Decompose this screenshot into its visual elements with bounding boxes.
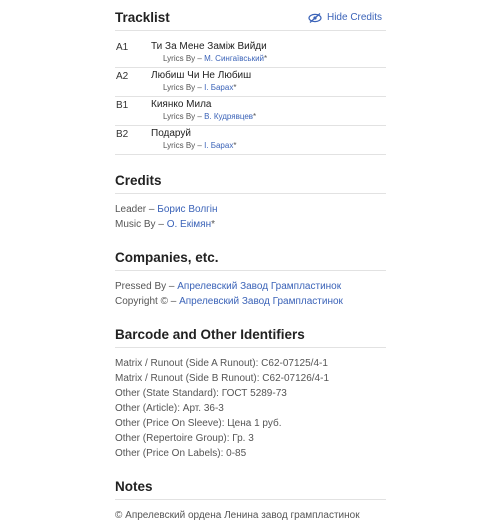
credit-artist-link[interactable]: В. Кудрявцев [204, 112, 254, 121]
identifier-line: Other (Price On Sleeve): Цена 1 руб. [115, 418, 282, 429]
credit-line [115, 202, 386, 217]
credit-artist-link[interactable]: Борис Волгін [157, 204, 218, 215]
identifier-line: Other (Article): Арт. 36-3 [115, 403, 224, 414]
credit-suffix: * [233, 83, 237, 92]
track-position: B1 [116, 100, 129, 111]
track-title: Подаруй [151, 128, 191, 139]
credit-suffix: * [233, 141, 237, 150]
tracklist-header [115, 6, 386, 31]
track-row [115, 126, 386, 155]
credit-artist-link[interactable]: І. Барах [204, 83, 234, 92]
company-role: Pressed By [115, 281, 167, 292]
credit-artist-link[interactable]: О. Екімян [166, 219, 212, 230]
notes-header [115, 475, 386, 500]
hide-credits-label: Hide Credits [326, 12, 382, 23]
track-position: A2 [116, 71, 129, 82]
track-list [115, 39, 386, 155]
credit-role: Leader [115, 204, 147, 215]
company-line [115, 279, 386, 294]
content-column [115, 0, 386, 523]
identifiers-heading: Barcode and Other Identifiers [115, 327, 305, 342]
credit-role: Lyrics By [163, 83, 196, 92]
credit-separator: – [146, 204, 158, 215]
credits-heading: Credits [115, 173, 162, 188]
company-line [115, 294, 386, 309]
company-link[interactable]: Апрелевский Завод Грампластинок [177, 281, 342, 292]
credit-separator: – [155, 219, 167, 230]
credit-suffix: * [264, 54, 268, 63]
credit-role: Lyrics By [163, 54, 196, 63]
tracklist-heading: Tracklist [115, 10, 170, 25]
track-row [115, 68, 386, 97]
notes-heading: Notes [115, 479, 153, 494]
company-separator: – [166, 281, 178, 292]
credit-suffix: * [211, 219, 216, 230]
track-position: A1 [116, 42, 129, 53]
track-credit [163, 83, 236, 92]
credit-separator: – [195, 141, 205, 150]
company-role: Copyright © [115, 296, 168, 307]
track-title: Киянко Мила [151, 99, 212, 110]
companies-header [115, 246, 386, 271]
credit-separator: – [195, 83, 205, 92]
track-position: B2 [116, 129, 129, 140]
track-row [115, 39, 386, 68]
track-title: Ти За Мене Заміж Вийди [151, 41, 267, 52]
credit-role: Lyrics By [163, 141, 196, 150]
credit-suffix: * [253, 112, 257, 121]
identifier-line: Other (State Standard): ГОСТ 5289-73 [115, 388, 287, 399]
identifier-line: Other (Repertoire Group): Гр. 3 [115, 433, 254, 444]
identifier-line: Other (Price On Labels): 0-85 [115, 448, 247, 459]
track-credit [163, 54, 267, 63]
track-credit [163, 141, 236, 150]
credit-separator: – [195, 54, 205, 63]
credit-line [115, 217, 386, 232]
credit-role: Music By [115, 219, 156, 230]
credit-artist-link[interactable]: М. Сингаївський [204, 54, 265, 63]
credit-separator: – [195, 112, 205, 121]
companies-heading: Companies, etc. [115, 250, 219, 265]
company-separator: – [167, 296, 180, 307]
credit-role: Lyrics By [163, 112, 196, 121]
identifiers-header [115, 323, 386, 348]
identifier-line: Matrix / Runout (Side B Runout): С62-07126/4-1 [115, 373, 329, 384]
eye-off-icon [308, 13, 322, 23]
track-title: Любиш Чи Не Любиш [151, 70, 252, 81]
notes-text: © Апрелевский ордена Ленина завод грампластинок [115, 510, 360, 521]
hide-credits-button[interactable] [308, 6, 382, 30]
track-credit [163, 112, 256, 121]
identifier-line: Matrix / Runout (Side A Runout): С62-07125/4-1 [115, 358, 328, 369]
track-row [115, 97, 386, 126]
credits-header [115, 169, 386, 194]
credit-artist-link[interactable]: І. Барах [204, 141, 234, 150]
company-link[interactable]: Апрелевский Завод Грампластинок [179, 296, 343, 307]
